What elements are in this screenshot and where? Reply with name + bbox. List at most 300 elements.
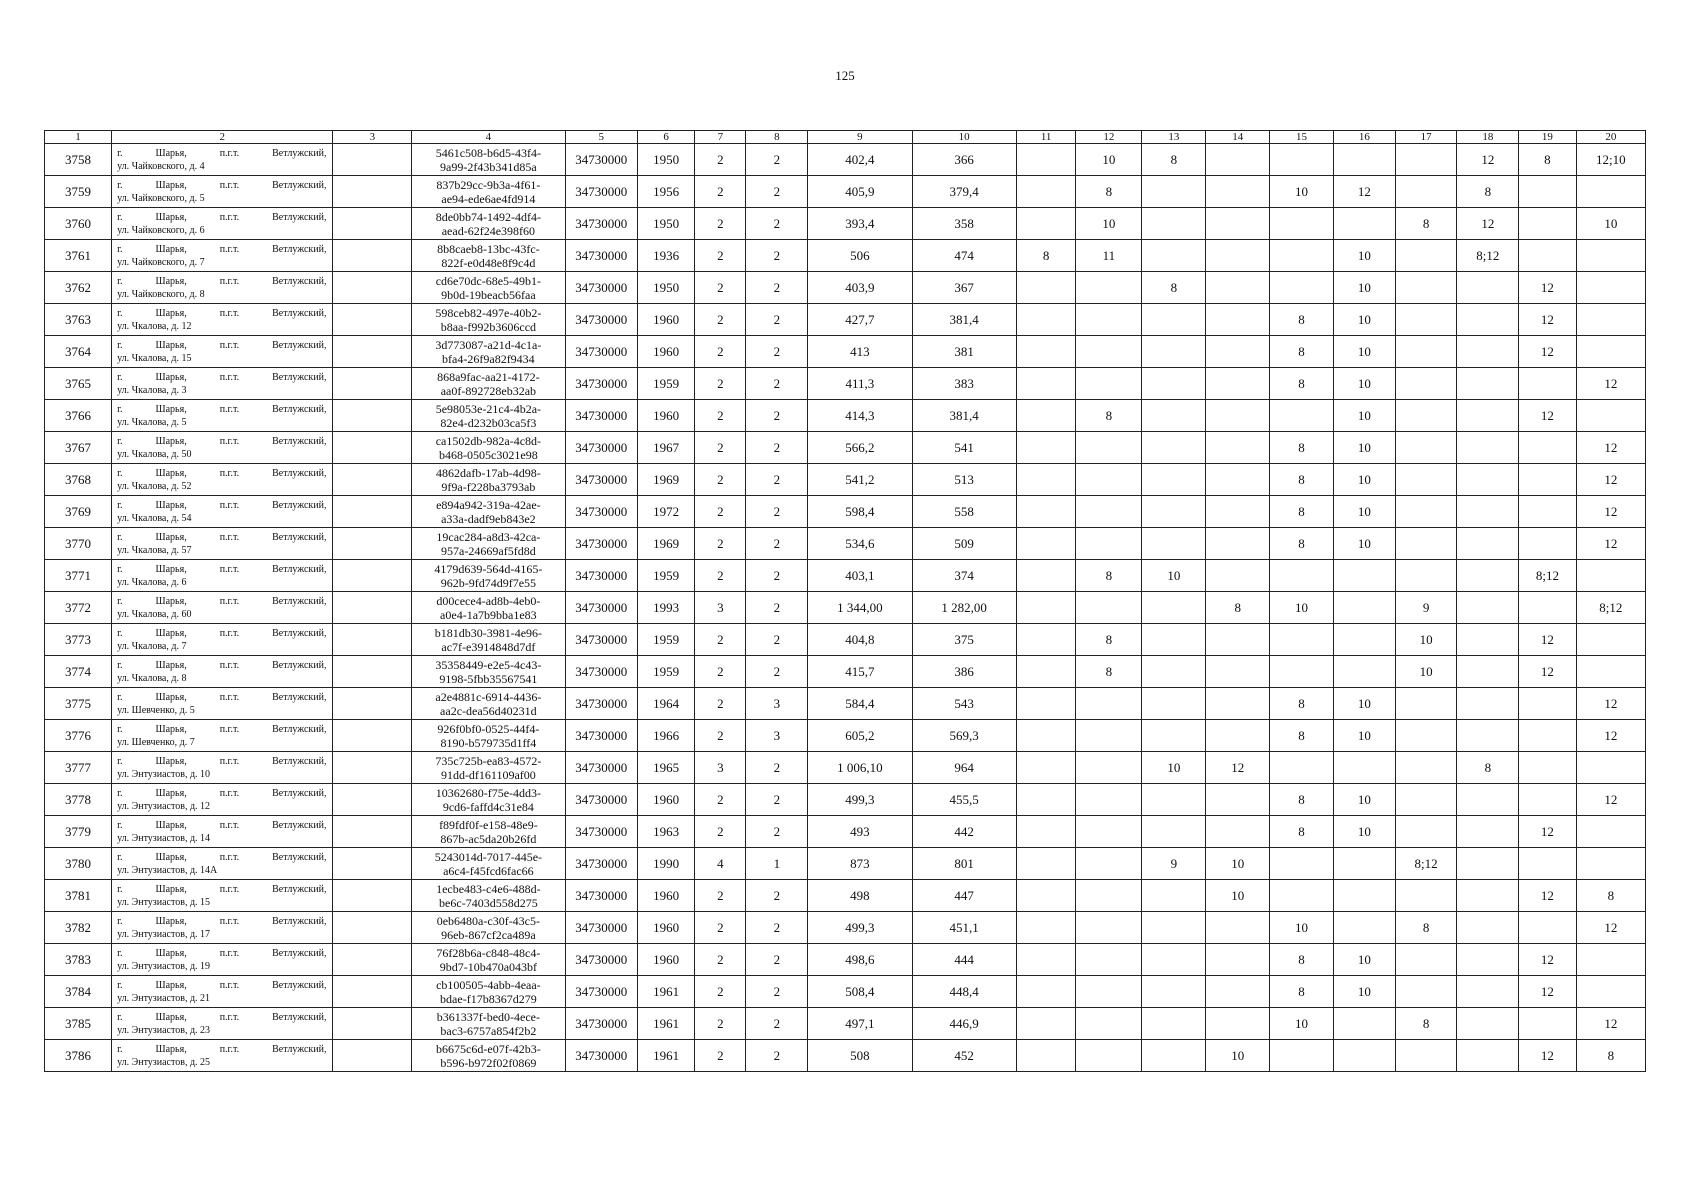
table-row [45, 304, 1646, 336]
col-17-cell [1395, 240, 1457, 272]
record-number: 3767 [45, 432, 112, 464]
address-word: г. [117, 1011, 123, 1023]
col-10-cell: 379,4 [912, 176, 1016, 208]
col-10-cell: 383 [912, 368, 1016, 400]
col-3-cell [333, 432, 412, 464]
guid-part-1: f89fdf0f-e158-48e9- [439, 817, 538, 832]
address-word: Шарья, [155, 243, 187, 255]
col-11-cell [1016, 560, 1076, 592]
address-cell [112, 400, 333, 432]
col-6-cell: 1956 [637, 176, 694, 208]
col-18-cell [1457, 464, 1519, 496]
guid-part-2: 822f-e0d48e8f9c4d [441, 255, 536, 270]
address-word: г. [117, 403, 123, 415]
col-12-cell: 10 [1076, 144, 1142, 176]
col-15-cell [1270, 656, 1334, 688]
col-8-cell: 2 [746, 464, 808, 496]
col-13-cell [1142, 720, 1206, 752]
col-12-cell [1076, 752, 1142, 784]
col-3-cell [333, 784, 412, 816]
col-11-cell [1016, 528, 1076, 560]
address-street: ул. Чкалова, д. 8 [117, 672, 187, 684]
col-12-cell: 10 [1076, 208, 1142, 240]
address-word: г. [117, 755, 123, 767]
col-5-cell: 34730000 [565, 816, 637, 848]
column-header-20: 20 [1576, 131, 1645, 144]
col-10-cell: 964 [912, 752, 1016, 784]
col-18-cell [1457, 656, 1519, 688]
address-line-1 [117, 595, 330, 608]
col-7-cell: 2 [695, 208, 746, 240]
address-word: п.г.т. [219, 787, 240, 799]
col-14-cell [1206, 560, 1270, 592]
col-13-cell [1142, 688, 1206, 720]
col-10-cell: 474 [912, 240, 1016, 272]
col-8-cell: 2 [746, 400, 808, 432]
col-17-cell [1395, 720, 1457, 752]
col-6-cell: 1969 [637, 528, 694, 560]
col-7-cell: 3 [695, 752, 746, 784]
col-13-cell [1142, 624, 1206, 656]
col-10-cell: 444 [912, 944, 1016, 976]
address-cell [112, 496, 333, 528]
address-word: п.г.т. [219, 147, 240, 159]
col-18-cell [1457, 496, 1519, 528]
address-word: Шарья, [155, 467, 187, 479]
col-13-cell [1142, 432, 1206, 464]
address-word: Ветлужский, [272, 723, 327, 735]
address-word: г. [117, 787, 123, 799]
address-cell [112, 784, 333, 816]
col-11-cell [1016, 304, 1076, 336]
col-9-cell: 584,4 [808, 688, 912, 720]
col-20-cell: 12 [1576, 432, 1645, 464]
record-number: 3779 [45, 816, 112, 848]
col-8-cell: 2 [746, 144, 808, 176]
col-7-cell: 2 [695, 912, 746, 944]
guid-part-2: a33a-dadf9eb843e2 [441, 511, 536, 526]
address-word: п.г.т. [219, 403, 240, 415]
col-14-cell: 10 [1206, 1040, 1270, 1072]
guid-part-2: 82e4-d232b03ca5f3 [440, 415, 537, 430]
address-cell [112, 432, 333, 464]
guid-cell [412, 432, 565, 464]
column-header-3: 3 [333, 131, 412, 144]
col-14-cell: 12 [1206, 752, 1270, 784]
col-6-cell: 1990 [637, 848, 694, 880]
address-line-1 [117, 435, 330, 448]
col-9-cell: 541,2 [808, 464, 912, 496]
col-14-cell [1206, 656, 1270, 688]
col-20-cell: 12 [1576, 688, 1645, 720]
col-15-cell [1270, 144, 1334, 176]
col-5-cell: 34730000 [565, 912, 637, 944]
column-header-19: 19 [1519, 131, 1576, 144]
col-16-cell [1333, 592, 1395, 624]
address-word: Шарья, [155, 627, 187, 639]
col-9-cell: 508,4 [808, 976, 912, 1008]
column-header-14: 14 [1206, 131, 1270, 144]
col-19-cell: 12 [1519, 400, 1576, 432]
address-cell [112, 592, 333, 624]
col-6-cell: 1960 [637, 912, 694, 944]
col-15-cell: 8 [1270, 944, 1334, 976]
col-8-cell: 2 [746, 752, 808, 784]
address-word: г. [117, 211, 123, 223]
col-20-cell: 12 [1576, 464, 1645, 496]
col-17-cell [1395, 880, 1457, 912]
guid-part-1: 35358449-e2e5-4c43- [435, 657, 542, 672]
col-10-cell: 801 [912, 848, 1016, 880]
guid-part-2: ae94-ede6ae4fd914 [441, 191, 536, 206]
address-line-1 [117, 563, 330, 576]
address-word: Ветлужский, [272, 563, 327, 575]
address-street: ул. Энтузиастов, д. 14А [117, 864, 218, 876]
address-street: ул. Чкалова, д. 60 [117, 608, 192, 620]
col-3-cell [333, 880, 412, 912]
col-13-cell [1142, 656, 1206, 688]
col-20-cell: 10 [1576, 208, 1645, 240]
address-street: ул. Чкалова, д. 12 [117, 320, 192, 332]
guid-cell [412, 816, 565, 848]
col-18-cell [1457, 528, 1519, 560]
table-row [45, 400, 1646, 432]
record-number: 3783 [45, 944, 112, 976]
address-word: Шарья, [155, 1043, 187, 1055]
col-9-cell: 427,7 [808, 304, 912, 336]
guid-part-2: b8aa-f992b3606ccd [440, 319, 537, 334]
record-number: 3768 [45, 464, 112, 496]
address-word: г. [117, 275, 123, 287]
guid-part-2: bdae-f17b8367d279 [440, 991, 537, 1006]
address-word: Ветлужский, [272, 755, 327, 767]
col-10-cell: 447 [912, 880, 1016, 912]
col-5-cell: 34730000 [565, 304, 637, 336]
address-word: п.г.т. [219, 467, 240, 479]
col-11-cell [1016, 848, 1076, 880]
col-9-cell: 508 [808, 1040, 912, 1072]
record-number: 3763 [45, 304, 112, 336]
col-5-cell: 34730000 [565, 208, 637, 240]
col-6-cell: 1959 [637, 656, 694, 688]
address-cell [112, 304, 333, 336]
address-word: п.г.т. [219, 723, 240, 735]
col-7-cell: 2 [695, 624, 746, 656]
col-17-cell: 8;12 [1395, 848, 1457, 880]
address-word: п.г.т. [219, 1043, 240, 1055]
col-6-cell: 1963 [637, 816, 694, 848]
col-3-cell [333, 528, 412, 560]
col-5-cell: 34730000 [565, 368, 637, 400]
col-15-cell: 8 [1270, 496, 1334, 528]
address-line-1 [117, 947, 330, 960]
col-6-cell: 1965 [637, 752, 694, 784]
col-13-cell [1142, 496, 1206, 528]
col-17-cell [1395, 560, 1457, 592]
col-19-cell [1519, 688, 1576, 720]
col-8-cell: 2 [746, 816, 808, 848]
col-7-cell: 2 [695, 144, 746, 176]
col-10-cell: 366 [912, 144, 1016, 176]
address-word: г. [117, 563, 123, 575]
col-16-cell: 10 [1333, 944, 1395, 976]
col-19-cell: 12 [1519, 816, 1576, 848]
column-header-8: 8 [746, 131, 808, 144]
col-13-cell [1142, 816, 1206, 848]
col-19-cell [1519, 720, 1576, 752]
col-16-cell: 10 [1333, 784, 1395, 816]
col-14-cell [1206, 816, 1270, 848]
address-word: Шарья, [155, 435, 187, 447]
guid-cell [412, 624, 565, 656]
address-word: Шарья, [155, 179, 187, 191]
address-line-1 [117, 755, 330, 768]
col-8-cell: 2 [746, 784, 808, 816]
col-20-cell: 8 [1576, 880, 1645, 912]
col-14-cell [1206, 624, 1270, 656]
address-cell [112, 1040, 333, 1072]
col-10-cell: 442 [912, 816, 1016, 848]
col-15-cell: 8 [1270, 816, 1334, 848]
column-header-7: 7 [695, 131, 746, 144]
table-row [45, 208, 1646, 240]
col-16-cell: 12 [1333, 176, 1395, 208]
address-word: Ветлужский, [272, 595, 327, 607]
table-row [45, 560, 1646, 592]
col-20-cell: 12 [1576, 368, 1645, 400]
col-16-cell: 10 [1333, 496, 1395, 528]
address-word: Ветлужский, [272, 531, 327, 543]
address-street: ул. Чкалова, д. 52 [117, 480, 192, 492]
col-17-cell [1395, 976, 1457, 1008]
record-number: 3770 [45, 528, 112, 560]
address-street: ул. Чкалова, д. 57 [117, 544, 192, 556]
col-17-cell [1395, 400, 1457, 432]
col-15-cell [1270, 208, 1334, 240]
col-10-cell: 381 [912, 336, 1016, 368]
address-word: Ветлужский, [272, 243, 327, 255]
guid-cell [412, 368, 565, 400]
col-6-cell: 1959 [637, 368, 694, 400]
col-11-cell [1016, 944, 1076, 976]
col-7-cell: 2 [695, 1008, 746, 1040]
col-15-cell: 8 [1270, 304, 1334, 336]
guid-part-1: 926f0bf0-0525-44f4- [437, 721, 540, 736]
address-word: Ветлужский, [272, 659, 327, 671]
col-16-cell: 10 [1333, 528, 1395, 560]
address-word: Ветлужский, [272, 211, 327, 223]
address-word: Шарья, [155, 979, 187, 991]
guid-part-2: 9f9a-f228ba3793ab [441, 479, 536, 494]
col-9-cell: 1 344,00 [808, 592, 912, 624]
col-13-cell [1142, 240, 1206, 272]
guid-part-2: aead-62f24e398f60 [441, 223, 536, 238]
col-13-cell [1142, 176, 1206, 208]
guid-cell [412, 528, 565, 560]
col-8-cell: 3 [746, 688, 808, 720]
address-word: Ветлужский, [272, 819, 327, 831]
column-header-5: 5 [565, 131, 637, 144]
col-10-cell: 374 [912, 560, 1016, 592]
col-10-cell: 509 [912, 528, 1016, 560]
address-cell [112, 912, 333, 944]
col-3-cell [333, 624, 412, 656]
address-word: п.г.т. [219, 1011, 240, 1023]
col-8-cell: 2 [746, 976, 808, 1008]
col-18-cell [1457, 560, 1519, 592]
guid-part-1: b181db30-3981-4e96- [434, 625, 543, 640]
table-row [45, 528, 1646, 560]
col-6-cell: 1960 [637, 336, 694, 368]
guid-cell [412, 336, 565, 368]
address-word: Шарья, [155, 307, 187, 319]
col-19-cell [1519, 592, 1576, 624]
address-word: Шарья, [155, 531, 187, 543]
table-row [45, 144, 1646, 176]
col-17-cell [1395, 432, 1457, 464]
address-word: Шарья, [155, 275, 187, 287]
guid-part-1: ca1502db-982a-4c8d- [435, 433, 542, 448]
address-line-1 [117, 531, 330, 544]
address-word: Ветлужский, [272, 915, 327, 927]
col-6-cell: 1950 [637, 144, 694, 176]
guid-part-2: be6c-7403d558d275 [439, 895, 538, 910]
col-8-cell: 2 [746, 336, 808, 368]
col-7-cell: 2 [695, 784, 746, 816]
col-16-cell: 10 [1333, 336, 1395, 368]
col-10-cell: 386 [912, 656, 1016, 688]
col-13-cell [1142, 976, 1206, 1008]
col-15-cell: 10 [1270, 592, 1334, 624]
guid-part-2: a6c4-f45fcd6fac66 [443, 863, 534, 878]
col-16-cell: 10 [1333, 240, 1395, 272]
col-15-cell: 8 [1270, 464, 1334, 496]
col-11-cell [1016, 208, 1076, 240]
col-9-cell: 598,4 [808, 496, 912, 528]
address-cell [112, 240, 333, 272]
col-10-cell: 446,9 [912, 1008, 1016, 1040]
address-line-1 [117, 627, 330, 640]
address-word: Шарья, [155, 787, 187, 799]
guid-cell [412, 400, 565, 432]
col-9-cell: 414,3 [808, 400, 912, 432]
col-13-cell: 8 [1142, 272, 1206, 304]
col-3-cell [333, 368, 412, 400]
col-3-cell [333, 912, 412, 944]
table-row [45, 880, 1646, 912]
address-word: Шарья, [155, 819, 187, 831]
record-number: 3784 [45, 976, 112, 1008]
address-word: Ветлужский, [272, 883, 327, 895]
col-7-cell: 2 [695, 944, 746, 976]
col-10-cell: 358 [912, 208, 1016, 240]
col-13-cell [1142, 784, 1206, 816]
address-line-1 [117, 883, 330, 896]
col-5-cell: 34730000 [565, 1008, 637, 1040]
col-12-cell [1076, 880, 1142, 912]
guid-cell [412, 464, 565, 496]
column-header-2: 2 [112, 131, 333, 144]
col-11-cell: 8 [1016, 240, 1076, 272]
guid-part-1: a2e4881c-6914-4436- [435, 689, 542, 704]
guid-part-1: 8de0bb74-1492-4df4- [435, 209, 542, 224]
address-word: г. [117, 659, 123, 671]
col-18-cell [1457, 272, 1519, 304]
table-row [45, 784, 1646, 816]
col-10-cell: 513 [912, 464, 1016, 496]
col-14-cell: 10 [1206, 848, 1270, 880]
col-7-cell: 2 [695, 400, 746, 432]
guid-cell [412, 880, 565, 912]
address-word: п.г.т. [219, 563, 240, 575]
col-18-cell: 8 [1457, 752, 1519, 784]
col-7-cell: 2 [695, 816, 746, 848]
col-8-cell: 2 [746, 272, 808, 304]
col-19-cell [1519, 240, 1576, 272]
address-word: п.г.т. [219, 339, 240, 351]
address-word: Ветлужский, [272, 435, 327, 447]
address-word: п.г.т. [219, 595, 240, 607]
address-street: ул. Шевченко, д. 7 [117, 736, 195, 748]
col-20-cell [1576, 400, 1645, 432]
col-15-cell: 10 [1270, 912, 1334, 944]
col-16-cell [1333, 752, 1395, 784]
col-16-cell: 10 [1333, 272, 1395, 304]
col-18-cell [1457, 432, 1519, 464]
col-10-cell: 448,4 [912, 976, 1016, 1008]
col-13-cell [1142, 400, 1206, 432]
col-18-cell [1457, 688, 1519, 720]
col-8-cell: 2 [746, 1008, 808, 1040]
col-19-cell: 8;12 [1519, 560, 1576, 592]
col-15-cell [1270, 624, 1334, 656]
col-17-cell [1395, 496, 1457, 528]
address-line-1 [117, 915, 330, 928]
guid-part-1: 5e98053e-21c4-4b2a- [435, 401, 542, 416]
col-18-cell [1457, 912, 1519, 944]
col-20-cell [1576, 560, 1645, 592]
address-street: ул. Энтузиастов, д. 14 [117, 832, 211, 844]
guid-part-2: bac3-6757a854f2b2 [440, 1023, 537, 1038]
guid-part-1: 837b29cc-9b3a-4f61- [436, 177, 541, 192]
col-16-cell: 10 [1333, 816, 1395, 848]
col-16-cell [1333, 144, 1395, 176]
col-17-cell: 9 [1395, 592, 1457, 624]
col-18-cell [1457, 368, 1519, 400]
col-3-cell [333, 656, 412, 688]
address-word: п.г.т. [219, 531, 240, 543]
guid-part-1: 1ecbe483-c4e6-488d- [436, 881, 541, 896]
col-9-cell: 415,7 [808, 656, 912, 688]
column-header-15: 15 [1270, 131, 1334, 144]
col-20-cell [1576, 656, 1645, 688]
guid-part-2: 962b-9fd74d9f7e55 [440, 575, 537, 590]
guid-part-2: 867b-ac5da20b26fd [440, 831, 537, 846]
col-8-cell: 1 [746, 848, 808, 880]
col-10-cell: 452 [912, 1040, 1016, 1072]
col-13-cell [1142, 336, 1206, 368]
guid-part-1: 735c725b-ea83-4572- [435, 753, 542, 768]
col-13-cell: 10 [1142, 560, 1206, 592]
col-5-cell: 34730000 [565, 752, 637, 784]
address-word: Ветлужский, [272, 339, 327, 351]
col-19-cell: 12 [1519, 944, 1576, 976]
col-9-cell: 1 006,10 [808, 752, 912, 784]
record-number: 3759 [45, 176, 112, 208]
address-cell [112, 880, 333, 912]
col-3-cell [333, 592, 412, 624]
col-6-cell: 1960 [637, 880, 694, 912]
